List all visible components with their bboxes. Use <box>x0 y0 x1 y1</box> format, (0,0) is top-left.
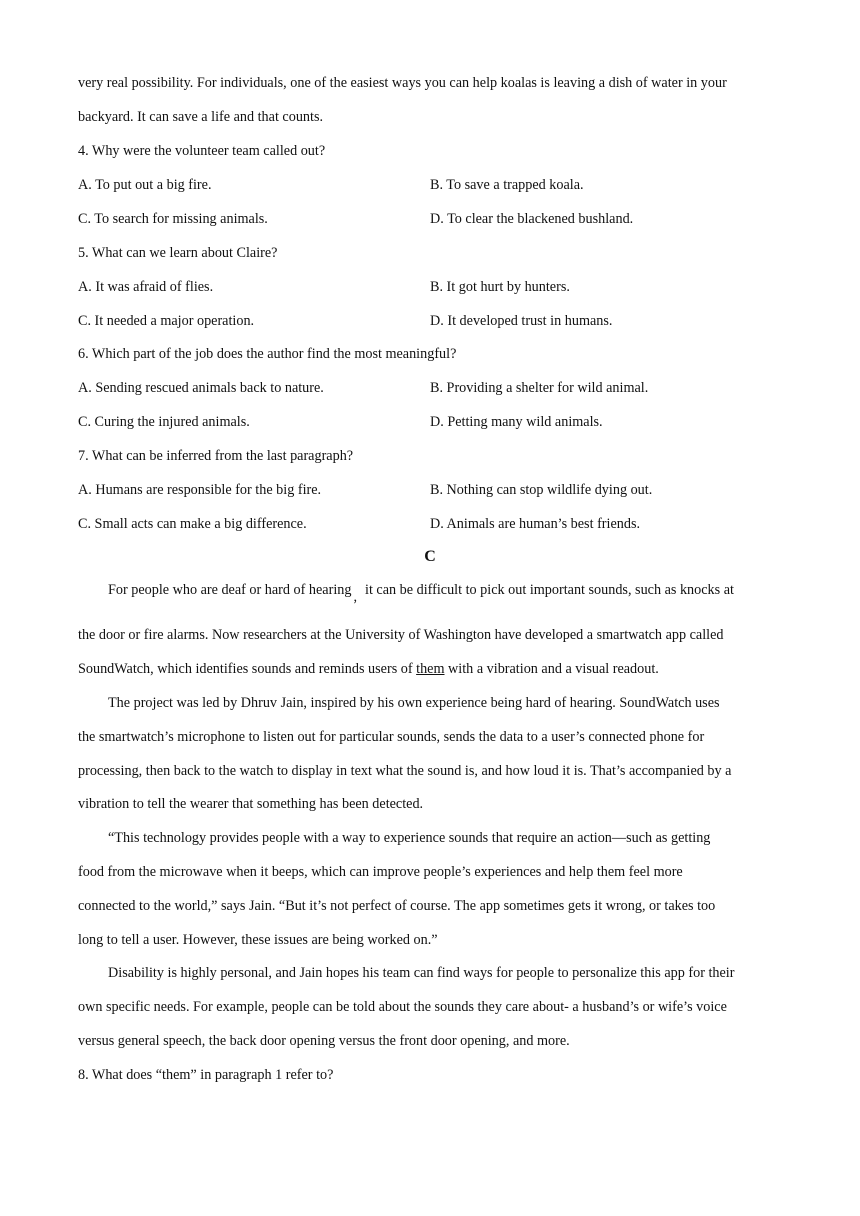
paragraph-text: it can be difficult to pick out important sounds, such as knocks at <box>365 582 734 598</box>
paragraph-line: processing, then back to the watch to display in text what the sound is, and how loud it is. That’s accompanied by a <box>78 763 732 779</box>
paragraph-line: the door or fire alarms. Now researchers at the University of Washington have developed a smartwatch app called <box>78 627 724 643</box>
answer-option: C. It needed a major operation. <box>78 313 255 329</box>
comma-mark: , <box>353 589 357 605</box>
paragraph-line: The project was led by Dhruv Jain, inspired by his own experience being hard of hearing. SoundWatch uses <box>108 695 720 711</box>
paragraph-line <box>108 582 734 605</box>
underlined-word: them <box>416 661 445 677</box>
answer-option: A. Humans are responsible for the big fire. <box>78 482 322 498</box>
paragraph-line: versus general speech, the back door opening versus the front door opening, and more. <box>78 1033 570 1049</box>
paragraph-line <box>78 661 659 678</box>
section-heading: C <box>424 548 436 565</box>
answer-option: A. Sending rescued animals back to nature. <box>78 380 324 396</box>
paragraph-line: vibration to tell the wearer that something has been detected. <box>78 796 424 812</box>
answer-option: C. To search for missing animals. <box>78 211 268 227</box>
intro-line: very real possibility. For individuals, one of the easiest ways you can help koalas is leaving a dish of water in your <box>78 75 727 91</box>
answer-option: D. Petting many wild animals. <box>430 414 603 430</box>
answer-option: B. It got hurt by hunters. <box>430 279 570 295</box>
paragraph-text: with a vibration and a visual readout. <box>444 661 659 677</box>
answer-option: B. Providing a shelter for wild animal. <box>430 380 649 396</box>
question-stem: 5. What can we learn about Claire? <box>78 245 278 261</box>
intro-line: backyard. It can save a life and that counts. <box>78 109 324 125</box>
answer-option: D. Animals are human’s best friends. <box>430 516 641 532</box>
answer-option: A. To put out a big fire. <box>78 177 212 193</box>
answer-option: D. To clear the blackened bushland. <box>430 211 634 227</box>
paragraph-line: connected to the world,” says Jain. “But it’s not perfect of course. The app sometimes gets it wrong, or takes too <box>78 898 716 914</box>
paragraph-line: Disability is highly personal, and Jain hopes his team can find ways for people to personalize this app for their <box>108 965 735 981</box>
question-stem: 4. Why were the volunteer team called out? <box>78 143 326 159</box>
paragraph-line: long to tell a user. However, these issues are being worked on.” <box>78 932 438 948</box>
paragraph-text: SoundWatch, which identifies sounds and reminds users of <box>78 661 417 677</box>
question-stem: 6. Which part of the job does the author find the most meaningful? <box>78 346 457 362</box>
answer-option: A. It was afraid of flies. <box>78 279 214 295</box>
question-stem: 8. What does “them” in paragraph 1 refer to? <box>78 1067 334 1083</box>
answer-option: B. To save a trapped koala. <box>430 177 584 193</box>
answer-option: D. It developed trust in humans. <box>430 313 613 329</box>
answer-option: C. Curing the injured animals. <box>78 414 250 430</box>
paragraph-line: food from the microwave when it beeps, which can improve people’s experiences and help them feel more <box>78 864 683 880</box>
paragraph-text: For people who are deaf or hard of hearing <box>108 582 352 598</box>
question-stem: 7. What can be inferred from the last paragraph? <box>78 448 354 464</box>
paragraph-line: “This technology provides people with a way to experience sounds that require an action—such as getting <box>108 830 711 846</box>
answer-option: C. Small acts can make a big difference. <box>78 516 307 532</box>
paragraph-line: own specific needs. For example, people can be told about the sounds they care about- a husband’s or wife’s voice <box>78 999 727 1015</box>
answer-option: B. Nothing can stop wildlife dying out. <box>430 482 653 498</box>
paragraph-line: the smartwatch’s microphone to listen out for particular sounds, sends the data to a user’s connected phone for <box>78 729 705 745</box>
